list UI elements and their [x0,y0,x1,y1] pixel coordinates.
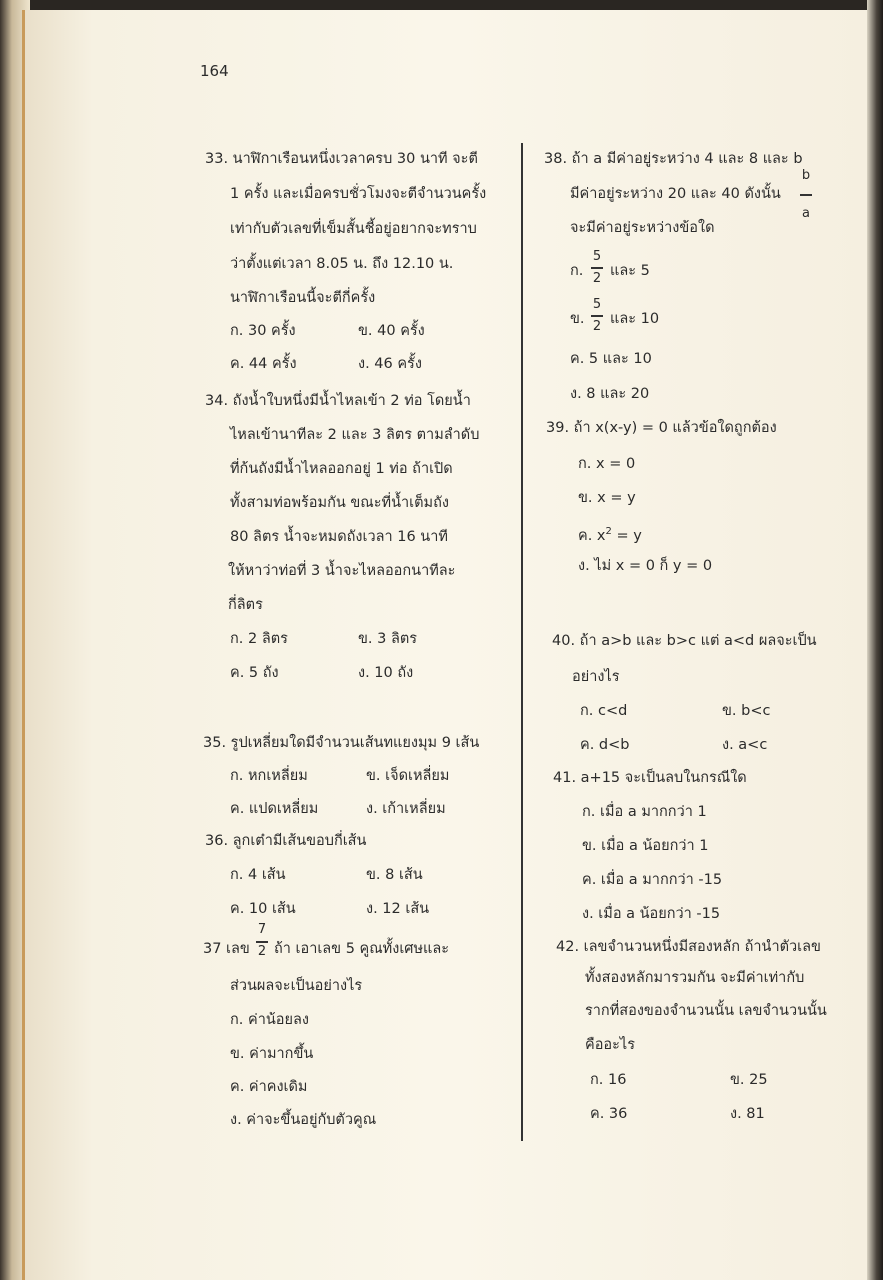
choice-d: ง. 8 และ 20 [570,386,650,402]
question-text: เท่ากับตัวเลขที่เข็มสั้นชี้อยู่อยากจะทราบ [230,221,477,237]
choice-c: ค. 44 ครั้ง [230,356,297,372]
choice-c: ค. 5 และ 10 [570,351,652,367]
fraction-bar [800,194,812,196]
question-text: ว่าตั้งแต่เวลา 8.05 น. ถึง 12.10 น. [230,256,454,272]
fraction-denominator: 2 [592,319,602,334]
choice-d: ง. 81 [730,1106,765,1122]
fraction-numerator: 5 [592,249,602,264]
question-text: ทั้งสองหลักมารวมกัน จะมีค่าเท่ากับ [585,970,805,986]
choice-b: ข. ค่ามากขึ้น [230,1046,314,1062]
question-text: ที่ก้นถังมีน้ำไหลออกอยู่ 1 ท่อ ถ้าเปิด [230,461,453,477]
choice-a: ก. เมื่อ a มากกว่า 1 [582,804,707,820]
page-number: 164 [200,62,229,80]
question-text: 38. ถ้า a มีค่าอยู่ระหว่าง 4 และ 8 และ b [544,151,803,167]
choice-a: ก. หกเหลี่ยม [230,768,308,784]
choice-b: ข. 40 ครั้ง [358,323,425,339]
page-edge-shadow [867,0,883,1280]
question-text: คืออะไร [585,1037,635,1053]
choice-d: ง. 46 ครั้ง [358,356,422,372]
question-text: 39. ถ้า x(x-y) = 0 แล้วข้อใดถูกต้อง [546,420,777,436]
question-text: 80 ลิตร น้ำจะหมดถังเวลา 16 นาที [230,529,448,545]
choice-a: ก. 16 [590,1072,627,1088]
choice-b: ข. x = y [578,490,636,506]
question-text: มีค่าอยู่ระหว่าง 20 และ 40 ดังนั้น [570,186,781,202]
choice-a: ก. x = 0 [578,456,636,472]
fraction-denominator: 2 [257,944,267,959]
question-text: 33. นาฬิกาเรือนหนึ่งเวลาครบ 30 นาที จะตี [205,151,478,167]
choice-d: ง. เก้าเหลี่ยม [366,801,446,817]
question-text: จะมีค่าอยู่ระหว่างข้อใด [570,220,715,236]
fraction-bar [256,941,268,943]
choice-c: ค. 10 เส้น [230,901,296,917]
choice-b: ข. เจ็ดเหลี่ยม [366,768,450,784]
choice-b: ข. b<c [722,703,771,719]
choice-a: ก. ค่าน้อยลง [230,1012,309,1028]
question-text: 41. a+15 จะเป็นลบในกรณีใด [553,770,747,786]
question-text: ไหลเข้านาทีละ 2 และ 3 ลิตร ตามลำดับ [230,427,480,443]
question-text: 34. ถังน้ำใบหนึ่งมีน้ำไหลเข้า 2 ท่อ โดยน้ำ [205,393,471,409]
choice-a-value: และ 5 [610,263,650,279]
question-text: ทั้งสามท่อพร้อมกัน ขณะที่น้ำเต็มถัง [230,495,449,511]
choice-c: ค. d<b [580,737,630,753]
question-text: ส่วนผลจะเป็นอย่างไร [230,978,363,994]
choice-b-value: และ 10 [610,311,660,327]
choice-b: ข. 25 [730,1072,768,1088]
choice-c: ค. เมื่อ a มากกว่า -15 [582,872,723,888]
choice-c: ค. แปดเหลี่ยม [230,801,319,817]
choice-d: ง. 10 ถัง [358,665,414,681]
choice-b-label: ข. [570,311,585,327]
column-divider [521,143,523,1141]
question-text: 37 เลข [203,941,250,957]
question-text: 35. รูปเหลี่ยมใดมีจำนวนเส้นทแยงมุม 9 เส้น [203,735,480,751]
choice-b: ข. 8 เส้น [366,867,423,883]
question-text: 36. ลูกเต๋ามีเส้นขอบกี่เส้น [205,833,367,849]
question-text: 42. เลขจำนวนหนึ่งมีสองหลัก ถ้านำตัวเลข [556,939,821,955]
choice-d: ง. ค่าจะขึ้นอยู่กับตัวคูณ [230,1112,377,1128]
question-text: 40. ถ้า a>b และ b>c แต่ a<d ผลจะเป็น [552,633,817,649]
choice-a: ก. 2 ลิตร [230,631,288,647]
fraction-bar [591,315,603,317]
choice-a: ก. 30 ครั้ง [230,323,296,339]
choice-d: ง. a<c [722,737,768,753]
choice-c: ค. $x^2 = y$ [578,526,642,544]
question-text: 1 ครั้ง และเมื่อครบชั่วโมงจะตีจำนวนครั้ง [230,186,487,202]
question-text: อย่างไร [572,669,620,685]
choice-b: ข. เมื่อ a น้อยกว่า 1 [582,838,709,854]
question-text: นาฬิกาเรือนนี้จะตีกี่ครั้ง [230,290,376,306]
choice-a: ก. 4 เส้น [230,867,286,883]
choice-d: ง. ไม่ x = 0 ก็ y = 0 [578,558,713,574]
choice-d: ง. เมื่อ a น้อยกว่า -15 [582,906,721,922]
choice-a-label: ก. [570,263,584,279]
fraction-numerator: 5 [592,297,602,312]
fraction-bar [591,267,603,269]
question-text: กี่ลิตร [228,597,263,613]
question-text: ถ้า เอาเลข 5 คูณทั้งเศษและ [274,941,450,957]
question-text: รากที่สองของจำนวนนั้น เลขจำนวนนั้น [585,1003,827,1019]
fraction-denominator: a [802,206,810,221]
choice-b: ข. 3 ลิตร [358,631,418,647]
choice-c: ค. 36 [590,1106,628,1122]
choice-c: ค. 5 ถัง [230,665,279,681]
choice-c: ค. ค่าคงเดิม [230,1079,308,1095]
choice-d: ง. 12 เส้น [366,901,430,917]
fraction-denominator: 2 [592,271,602,286]
question-text: ให้หาว่าท่อที่ 3 น้ำจะไหลออกนาทีละ [228,563,456,579]
fraction-numerator: b [801,168,811,183]
choice-a: ก. c<d [580,703,628,719]
fraction-numerator: 7 [257,922,267,937]
